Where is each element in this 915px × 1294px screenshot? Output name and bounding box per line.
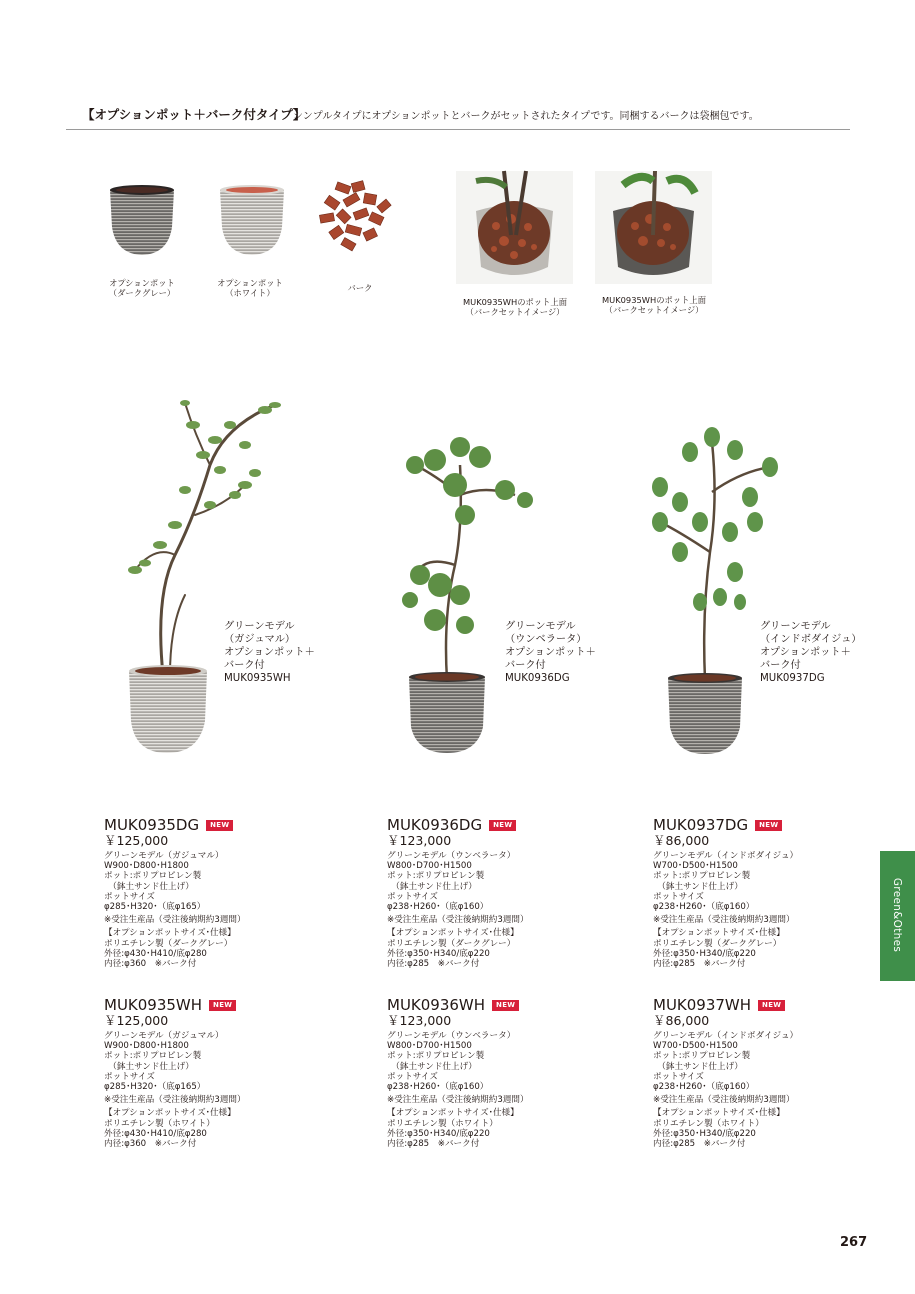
spec-line: 外径:φ350･H340/底φ220 [387, 1128, 490, 1139]
caption-line: MUK0935WHのポット上面 [462, 297, 567, 307]
spec-line: φ238･H260･（底φ160） [387, 1082, 489, 1093]
plant-label-gajumaru: グリーンモデル （ガジュマル） オプションポット＋ バーク付 MUK0935WH [224, 621, 315, 684]
caption-line: （ダークグレー） [108, 288, 176, 298]
bark-image [316, 180, 398, 255]
product-price: ￥123,000 [387, 833, 452, 848]
white-pot-image [212, 182, 292, 258]
spec-line: ※受注生産品（受注後納期約3週間） [653, 1095, 795, 1106]
product-code-text: MUK0936DG [387, 816, 483, 834]
caption-line: バーク [347, 283, 373, 293]
caption-line: （バークセットイメージ） [604, 305, 704, 315]
spec-line: 外径:φ350･H340/底φ220 [387, 948, 490, 959]
spec-line: グリーンモデル（インドボダイジュ） [653, 1031, 799, 1041]
spec-line: 【オプションポットサイズ･仕様】 [653, 928, 785, 939]
spec-line: 内径:φ285 ※バーク付 [653, 959, 746, 970]
new-badge: NEW [489, 820, 516, 831]
section-title: 【オプションポット＋バーク付タイプ】 [82, 107, 306, 122]
product-muk0936dg [387, 816, 617, 969]
option-caption-white-top-view [445, 297, 585, 317]
new-badge: NEW [206, 820, 233, 831]
spec-line: φ238･H260･（底φ160） [653, 902, 755, 913]
plant-label-indian-bodhi: グリーンモデル （インドボダイジュ） オプションポット＋ バーク付 MUK0937DG [760, 621, 862, 684]
product-code-text: MUK0937DG [653, 816, 749, 834]
product-code-text: MUK0936WH [387, 996, 486, 1014]
spec-line: グリーンモデル（ガジュマル） [104, 1031, 224, 1041]
indian-bodhi-plant-image [640, 422, 790, 757]
caption-line: （バークセットイメージ） [465, 307, 565, 317]
category-side-tab [880, 851, 915, 981]
spec-line: グリーンモデル（インドボダイジュ） [653, 851, 799, 861]
page-number: 267 [840, 1235, 868, 1250]
spec-line: 内径:φ285 ※バーク付 [387, 1139, 480, 1150]
option-caption-white-pot [210, 278, 290, 298]
spec-line: ポットサイズ [653, 1071, 704, 1082]
spec-line: ポリエチレン製（ホワイト） [104, 1118, 215, 1129]
spec-line: φ238･H260･（底φ160） [653, 1082, 755, 1093]
product-muk0937wh [653, 996, 883, 1149]
spec-line: （鉢土サンド仕上げ） [387, 881, 477, 892]
spec-line: W700･D500･H1500 [653, 861, 738, 872]
product-muk0936wh [387, 996, 617, 1149]
spec-line: グリーンモデル（ウンベラータ） [387, 1031, 516, 1041]
product-code-text: MUK0937WH [653, 996, 752, 1014]
category-side-tab-label: Green&Othes [891, 877, 903, 953]
spec-line: ポリエチレン製（ダークグレー） [387, 938, 516, 949]
option-caption-dark-top-view [584, 295, 724, 315]
product-code-text: MUK0935DG [104, 816, 200, 834]
product-code [387, 816, 617, 834]
spec-line: W800･D700･H1500 [387, 1041, 472, 1052]
header-divider [66, 129, 850, 130]
product-code [387, 996, 617, 1014]
spec-line: 外径:φ430･H410/底φ280 [104, 948, 207, 959]
caption-line: オプションポット [217, 278, 283, 288]
spec-line: （鉢土サンド仕上げ） [653, 1061, 743, 1072]
umbellata-plant-image [385, 435, 545, 755]
spec-line: 外径:φ430･H410/底φ280 [104, 1128, 207, 1139]
spec-line: ポリエチレン製（ホワイト） [387, 1118, 498, 1129]
spec-line: ポット:ポリプロピレン製 [387, 871, 485, 882]
spec-line: 内径:φ285 ※バーク付 [653, 1139, 746, 1150]
spec-line: W700･D500･H1500 [653, 1041, 738, 1052]
new-badge: NEW [492, 1000, 519, 1011]
new-badge: NEW [755, 820, 782, 831]
product-code [653, 996, 883, 1014]
spec-line: ポットサイズ [653, 891, 704, 902]
product-code [104, 996, 334, 1014]
spec-line: ※受注生産品（受注後納期約3週間） [104, 1095, 246, 1106]
plant-label-umbellata: グリーンモデル （ウンベラータ） オプションポット＋ バーク付 MUK0936DG [505, 621, 596, 684]
spec-line: 内径:φ360 ※バーク付 [104, 959, 197, 970]
white-pot-top-view-image [456, 171, 573, 284]
spec-line: ポットサイズ [387, 1071, 438, 1082]
dark-gray-pot-image [102, 182, 182, 258]
product-code [104, 816, 334, 834]
product-price: ￥86,000 [653, 1013, 710, 1028]
product-price: ￥123,000 [387, 1013, 452, 1028]
spec-line: ポット:ポリプロピレン製 [104, 871, 202, 882]
spec-line: （鉢土サンド仕上げ） [104, 1061, 194, 1072]
product-price: ￥125,000 [104, 833, 169, 848]
spec-line: W900･D800･H1800 [104, 1041, 189, 1052]
spec-line: （鉢土サンド仕上げ） [104, 881, 194, 892]
spec-line: ポリエチレン製（ダークグレー） [104, 938, 233, 949]
spec-line: 【オプションポットサイズ･仕様】 [387, 928, 519, 939]
spec-line: ポット:ポリプロピレン製 [653, 871, 751, 882]
option-caption-dark-pot [102, 278, 182, 298]
spec-line: ポットサイズ [104, 1071, 155, 1082]
spec-line: 外径:φ350･H340/底φ220 [653, 1128, 756, 1139]
product-muk0935wh [104, 996, 334, 1149]
new-badge: NEW [758, 1000, 785, 1011]
spec-line: ※受注生産品（受注後納期約3週間） [104, 915, 246, 926]
spec-line: 【オプションポットサイズ･仕様】 [104, 928, 236, 939]
spec-line: （鉢土サンド仕上げ） [653, 881, 743, 892]
spec-line: ※受注生産品（受注後納期約3週間） [387, 1095, 529, 1106]
spec-line: グリーンモデル（ガジュマル） [104, 851, 224, 861]
spec-line: ポット:ポリプロピレン製 [387, 1051, 485, 1062]
spec-line: グリーンモデル（ウンベラータ） [387, 851, 516, 861]
dark-pot-top-view-image [595, 171, 712, 284]
spec-line: 内径:φ360 ※バーク付 [104, 1139, 197, 1150]
spec-line: 【オプションポットサイズ･仕様】 [653, 1108, 785, 1119]
caption-line: （ホワイト） [225, 288, 275, 298]
caption-line: MUK0935WHのポット上面 [601, 295, 706, 305]
spec-line: φ285･H320･（底φ165） [104, 902, 206, 913]
option-caption-bark [320, 283, 400, 293]
spec-line: ポリエチレン製（ホワイト） [653, 1118, 764, 1129]
spec-line: 【オプションポットサイズ･仕様】 [104, 1108, 236, 1119]
product-code-text: MUK0935WH [104, 996, 203, 1014]
product-price: ￥86,000 [653, 833, 710, 848]
product-muk0937dg [653, 816, 883, 969]
spec-line: ポットサイズ [104, 891, 155, 902]
spec-line: 【オプションポットサイズ･仕様】 [387, 1108, 519, 1119]
spec-line: W800･D700･H1500 [387, 861, 472, 872]
spec-line: W900･D800･H1800 [104, 861, 189, 872]
caption-line: オプションポット [109, 278, 175, 288]
section-description: シンプルタイプにオプションポットとバークがセットされたタイプです。同梱するバークは袋梱包です。 [293, 111, 759, 122]
new-badge: NEW [209, 1000, 236, 1011]
spec-line: φ285･H320･（底φ165） [104, 1082, 206, 1093]
spec-line: ※受注生産品（受注後納期約3週間） [387, 915, 529, 926]
spec-line: ※受注生産品（受注後納期約3週間） [653, 915, 795, 926]
product-code [653, 816, 883, 834]
product-price: ￥125,000 [104, 1013, 169, 1028]
spec-line: （鉢土サンド仕上げ） [387, 1061, 477, 1072]
spec-line: 外径:φ350･H340/底φ220 [653, 948, 756, 959]
spec-line: ポット:ポリプロピレン製 [104, 1051, 202, 1062]
product-muk0935dg [104, 816, 334, 969]
spec-line: ポリエチレン製（ダークグレー） [653, 938, 782, 949]
spec-line: ポット:ポリプロピレン製 [653, 1051, 751, 1062]
spec-line: 内径:φ285 ※バーク付 [387, 959, 480, 970]
spec-line: ポットサイズ [387, 891, 438, 902]
spec-line: φ238･H260･（底φ160） [387, 902, 489, 913]
gajumaru-plant-image [115, 395, 295, 755]
